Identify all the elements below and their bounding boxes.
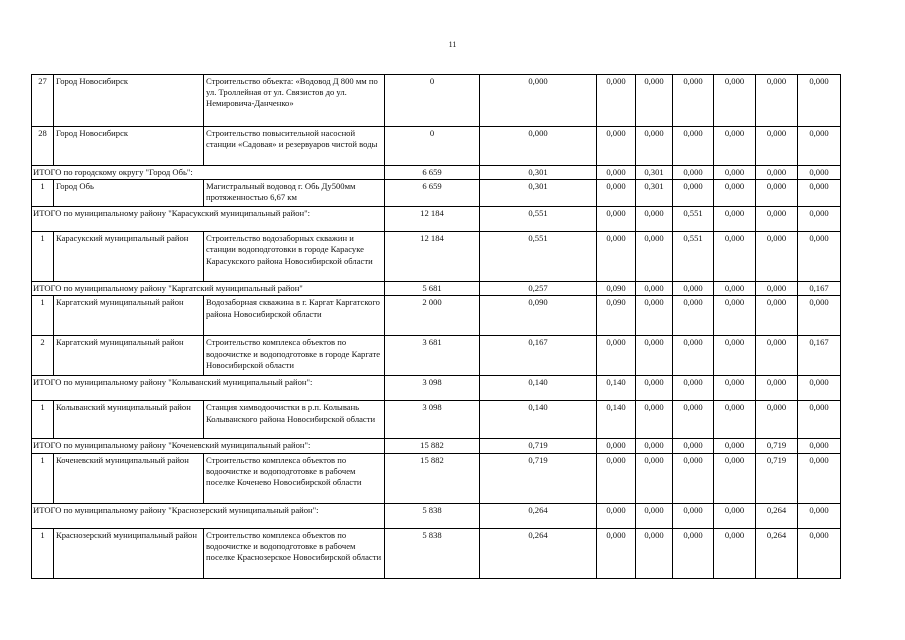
year-value-3: 0,000 <box>673 439 714 453</box>
total-row <box>32 166 841 180</box>
year-value-5: 0,000 <box>756 166 798 180</box>
year-value-1: 0,000 <box>597 439 636 453</box>
share-value: 0,551 <box>480 232 597 282</box>
year-value-5: 0,000 <box>756 376 798 401</box>
table-row <box>32 453 841 503</box>
year-value-3: 0,000 <box>673 282 714 296</box>
year-value-5: 0,719 <box>756 439 798 453</box>
total-amount: 0 <box>385 75 480 127</box>
year-value-6: 0,167 <box>798 336 841 376</box>
year-value-4: 0,000 <box>714 296 756 336</box>
year-value-6: 0,000 <box>798 401 841 439</box>
year-value-3: 0,551 <box>673 207 714 232</box>
total-label: ИТОГО по муниципальному району "Каргатский муниципальный район" <box>32 282 385 296</box>
total-amount: 0 <box>385 127 480 166</box>
municipality-name: Город Обь <box>54 180 204 207</box>
total-row <box>32 282 841 296</box>
project-description: Строительство комплекса объектов по водоочистке и водоподготовке в рабочем поселке Краснозерское Новосибирской области <box>204 528 385 578</box>
year-value-6: 0,000 <box>798 376 841 401</box>
year-value-1: 0,000 <box>597 75 636 127</box>
year-value-3: 0,000 <box>673 296 714 336</box>
year-value-4: 0,000 <box>714 282 756 296</box>
year-value-2: 0,000 <box>636 503 673 528</box>
year-value-2: 0,000 <box>636 232 673 282</box>
year-value-6: 0,000 <box>798 503 841 528</box>
year-value-2: 0,000 <box>636 401 673 439</box>
year-value-6: 0,000 <box>798 232 841 282</box>
year-value-3: 0,000 <box>673 453 714 503</box>
year-value-5: 0,000 <box>756 401 798 439</box>
share-value: 0,301 <box>480 180 597 207</box>
total-label: ИТОГО по муниципальному району "Колыванский муниципальный район": <box>32 376 385 401</box>
table-row <box>32 401 841 439</box>
total-label: ИТОГО по муниципальному району "Коченевский муниципальный район": <box>32 439 385 453</box>
municipality-name: Колыванский муниципальный район <box>54 401 204 439</box>
total-row <box>32 376 841 401</box>
share-value: 0,719 <box>480 453 597 503</box>
share-value: 0,719 <box>480 439 597 453</box>
total-amount: 12 184 <box>385 232 480 282</box>
project-description: Строительство комплекса объектов по водоочистке и водоподготовке в городе Каргате Новосибирской области <box>204 336 385 376</box>
table-row <box>32 528 841 578</box>
year-value-1: 0,000 <box>597 166 636 180</box>
total-amount: 6 659 <box>385 180 480 207</box>
share-value: 0,140 <box>480 401 597 439</box>
year-value-1: 0,000 <box>597 503 636 528</box>
year-value-2: 0,000 <box>636 453 673 503</box>
year-value-4: 0,000 <box>714 180 756 207</box>
year-value-1: 0,140 <box>597 376 636 401</box>
total-label: ИТОГО по муниципальному району "Карасукский муниципальный район": <box>32 207 385 232</box>
year-value-4: 0,000 <box>714 75 756 127</box>
year-value-5: 0,000 <box>756 336 798 376</box>
year-value-4: 0,000 <box>714 336 756 376</box>
year-value-4: 0,000 <box>714 528 756 578</box>
year-value-2: 0,000 <box>636 296 673 336</box>
total-amount: 15 882 <box>385 439 480 453</box>
municipality-name: Коченевский муниципальный район <box>54 453 204 503</box>
total-amount: 3 681 <box>385 336 480 376</box>
total-row <box>32 207 841 232</box>
year-value-5: 0,000 <box>756 282 798 296</box>
total-row <box>32 503 841 528</box>
year-value-1: 0,000 <box>597 528 636 578</box>
year-value-6: 0,000 <box>798 528 841 578</box>
row-number: 1 <box>32 401 54 439</box>
total-amount: 15 882 <box>385 453 480 503</box>
total-amount: 2 000 <box>385 296 480 336</box>
year-value-5: 0,000 <box>756 180 798 207</box>
year-value-4: 0,000 <box>714 376 756 401</box>
share-value: 0,000 <box>480 75 597 127</box>
table-row <box>32 180 841 207</box>
year-value-1: 0,000 <box>597 127 636 166</box>
total-amount: 5 681 <box>385 282 480 296</box>
row-number: 1 <box>32 453 54 503</box>
total-label: ИТОГО по городскому округу "Город Обь": <box>32 166 385 180</box>
year-value-3: 0,000 <box>673 376 714 401</box>
year-value-2: 0,000 <box>636 376 673 401</box>
total-amount: 5 838 <box>385 503 480 528</box>
project-description: Магистральный водовод г. Обь Ду500мм протяженностью 6,67 км <box>204 180 385 207</box>
year-value-5: 0,264 <box>756 528 798 578</box>
year-value-6: 0,000 <box>798 439 841 453</box>
year-value-4: 0,000 <box>714 453 756 503</box>
total-amount: 12 184 <box>385 207 480 232</box>
year-value-5: 0,264 <box>756 503 798 528</box>
table-row <box>32 336 841 376</box>
project-description: Строительство водозаборных скважин и станции водоподготовки в городе Карасуке Карасукского района Новосибирской области <box>204 232 385 282</box>
year-value-6: 0,000 <box>798 180 841 207</box>
year-value-2: 0,000 <box>636 127 673 166</box>
year-value-1: 0,000 <box>597 453 636 503</box>
year-value-5: 0,000 <box>756 296 798 336</box>
share-value: 0,551 <box>480 207 597 232</box>
share-value: 0,000 <box>480 127 597 166</box>
municipality-name: Город Новосибирск <box>54 75 204 127</box>
year-value-6: 0,000 <box>798 453 841 503</box>
year-value-3: 0,000 <box>673 75 714 127</box>
year-value-5: 0,719 <box>756 453 798 503</box>
year-value-1: 0,000 <box>597 207 636 232</box>
year-value-3: 0,000 <box>673 180 714 207</box>
row-number: 1 <box>32 232 54 282</box>
year-value-3: 0,000 <box>673 127 714 166</box>
year-value-4: 0,000 <box>714 503 756 528</box>
year-value-3: 0,000 <box>673 503 714 528</box>
year-value-2: 0,000 <box>636 528 673 578</box>
year-value-4: 0,000 <box>714 207 756 232</box>
year-value-1: 0,000 <box>597 180 636 207</box>
row-number: 1 <box>32 528 54 578</box>
year-value-2: 0,000 <box>636 282 673 296</box>
project-description: Строительство комплекса объектов по водоочистке и водоподготовке в рабочем поселке Коченево Новосибирской области <box>204 453 385 503</box>
project-description: Станция химводоочистки в р.п. Колывань Колыванского района Новосибирской области <box>204 401 385 439</box>
year-value-3: 0,551 <box>673 232 714 282</box>
year-value-5: 0,000 <box>756 207 798 232</box>
year-value-3: 0,000 <box>673 336 714 376</box>
row-number: 28 <box>32 127 54 166</box>
total-amount: 6 659 <box>385 166 480 180</box>
table-row <box>32 127 841 166</box>
row-number: 1 <box>32 296 54 336</box>
investment-table <box>31 74 841 579</box>
year-value-4: 0,000 <box>714 401 756 439</box>
project-description: Строительство объекта: «Водовод Д 800 мм по ул. Троллейная от ул. Связистов до ул. Немировича-Данченко» <box>204 75 385 127</box>
municipality-name: Каргатский муниципальный район <box>54 336 204 376</box>
project-description: Водозаборная скважина в г. Каргат Каргатского района Новосибирской области <box>204 296 385 336</box>
year-value-1: 0,090 <box>597 282 636 296</box>
year-value-2: 0,000 <box>636 336 673 376</box>
share-value: 0,264 <box>480 503 597 528</box>
total-amount: 5 838 <box>385 528 480 578</box>
year-value-1: 0,090 <box>597 296 636 336</box>
total-label: ИТОГО по муниципальному району "Краснозерский муниципальный район": <box>32 503 385 528</box>
total-row <box>32 439 841 453</box>
year-value-4: 0,000 <box>714 232 756 282</box>
share-value: 0,257 <box>480 282 597 296</box>
year-value-4: 0,000 <box>714 439 756 453</box>
year-value-5: 0,000 <box>756 127 798 166</box>
project-description: Строительство повысительной насосной станции «Садовая» и резервуаров чистой воды <box>204 127 385 166</box>
year-value-3: 0,000 <box>673 166 714 180</box>
table-row <box>32 232 841 282</box>
total-amount: 3 098 <box>385 401 480 439</box>
year-value-3: 0,000 <box>673 528 714 578</box>
total-amount: 3 098 <box>385 376 480 401</box>
municipality-name: Каргатский муниципальный район <box>54 296 204 336</box>
table-row <box>32 296 841 336</box>
year-value-6: 0,000 <box>798 207 841 232</box>
year-value-6: 0,000 <box>798 166 841 180</box>
share-value: 0,264 <box>480 528 597 578</box>
row-number: 27 <box>32 75 54 127</box>
municipality-name: Краснозерский муниципальный район <box>54 528 204 578</box>
year-value-6: 0,000 <box>798 296 841 336</box>
year-value-2: 0,000 <box>636 75 673 127</box>
year-value-1: 0,000 <box>597 336 636 376</box>
row-number: 2 <box>32 336 54 376</box>
municipality-name: Город Новосибирск <box>54 127 204 166</box>
year-value-5: 0,000 <box>756 232 798 282</box>
row-number: 1 <box>32 180 54 207</box>
table-body <box>32 75 841 579</box>
share-value: 0,167 <box>480 336 597 376</box>
page-number: 11 <box>448 40 457 49</box>
year-value-6: 0,000 <box>798 127 841 166</box>
year-value-2: 0,301 <box>636 166 673 180</box>
year-value-1: 0,140 <box>597 401 636 439</box>
year-value-2: 0,301 <box>636 180 673 207</box>
municipality-name: Карасукский муниципальный район <box>54 232 204 282</box>
year-value-2: 0,000 <box>636 439 673 453</box>
share-value: 0,090 <box>480 296 597 336</box>
share-value: 0,140 <box>480 376 597 401</box>
year-value-3: 0,000 <box>673 401 714 439</box>
year-value-6: 0,167 <box>798 282 841 296</box>
year-value-4: 0,000 <box>714 166 756 180</box>
year-value-2: 0,000 <box>636 207 673 232</box>
year-value-5: 0,000 <box>756 75 798 127</box>
year-value-6: 0,000 <box>798 75 841 127</box>
year-value-4: 0,000 <box>714 127 756 166</box>
year-value-1: 0,000 <box>597 232 636 282</box>
table-row <box>32 75 841 127</box>
share-value: 0,301 <box>480 166 597 180</box>
